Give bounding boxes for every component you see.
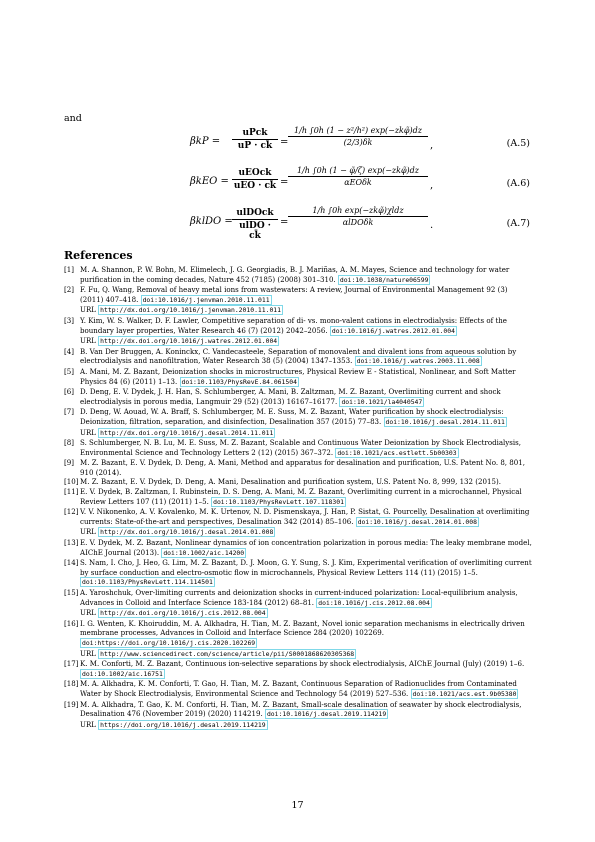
reference-text: B. Van Der Bruggen, A. Koninckx, C. Vandecasteele, Separation of monovalent and divalent ions from aqueous solution by electrodialysis and nanofiltration, Water Research 38 (5) (2004) 1347–1353. <box>80 346 517 366</box>
reference-index: [13] <box>64 538 79 548</box>
reference-item <box>64 659 532 679</box>
reference-index: [10] <box>64 477 79 487</box>
reference-text: M. Z. Bazant, E. V. Dydek, D. Deng, A. Mani, Method and apparatus for desalination and purification, U.S. Patent No. 8, 801, 910 (2014). <box>80 458 525 477</box>
reference-item <box>64 477 532 487</box>
reference-item <box>64 588 532 619</box>
doi-link[interactable]: doi:10.1016/j.watres.2003.11.008 <box>356 357 480 366</box>
reference-index: [7] <box>64 407 74 417</box>
lead-word: and <box>64 113 82 124</box>
reference-item <box>64 487 532 507</box>
reference-index: [2] <box>64 285 74 295</box>
reference-item <box>64 407 532 438</box>
equals-sign: = <box>280 177 289 188</box>
doi-link[interactable]: doi:10.1021/acs.estlett.5b00303 <box>337 448 457 457</box>
url-prefix: URL <box>80 305 99 315</box>
url-prefix: URL <box>80 719 99 729</box>
equation <box>150 166 530 204</box>
doi-link[interactable]: doi:10.1021/la4040547 <box>341 397 423 406</box>
reference-text: I. G. Wenten, K. Khoiruddin, M. A. Alkhadra, H. Tian, M. Z. Bazant, Novel ionic separation mechanisms in electrically driven membrane processes, Advances in Colloid and Interface Science 284 (2020) 102269. <box>80 618 525 638</box>
reference-item <box>64 387 532 407</box>
url-prefix: URL <box>80 427 99 437</box>
doi-link[interactable]: doi:10.1021/acs.est.9b05380 <box>412 689 517 698</box>
reference-index: [1] <box>64 265 74 274</box>
url-link[interactable]: http://dx.doi.org/10.1016/j.jenvman.2010.11.011 <box>100 306 282 315</box>
reference-item <box>64 507 532 538</box>
reference-item <box>64 558 532 588</box>
doi-link[interactable]: doi:10.1103/PhysRevLett.107.118301 <box>213 497 344 506</box>
doi-link[interactable]: doi:10.1016/j.desal.2014.01.008 <box>357 517 477 526</box>
url-link[interactable]: http://dx.doi.org/10.1016/j.desal.2014.01.008 <box>100 528 274 537</box>
reference-item <box>64 458 532 477</box>
reference-index: [4] <box>64 346 74 356</box>
reference-text: D. Deng, E. V. Dydek, J. H. Han, S. Schlumberger, A. Mani, B. Zaltzman, M. Z. Bazant, Overlimiting current and shock electrodialysis in porous media, Langmuir 29 (52) (2013) 16167–16177. <box>80 387 501 406</box>
reference-index: [16] <box>64 618 79 628</box>
reference-text: M. A. Alkhadra, T. Gao, K. M. Conforti, H. Tian, M. Z. Bazant, Small-scale desalination of seawater by shock electrodialysis, Desalination 476 (November 2019) (2020) 114219. <box>80 699 522 719</box>
reference-index: [18] <box>64 679 79 689</box>
page-number: 17 <box>291 800 304 811</box>
reference-text: M. A. Alkhadra, K. M. Conforti, T. Gao, H. Tian, M. Z. Bazant, Continuous Separation of Radionuclides from Contaminated Water by Shock Electrodialysis, Environmental Science and Technology 54 (2019) 527–536. <box>80 679 517 698</box>
reference-text: F. Fu, Q. Wang, Removal of heavy metal ions from wastewaters: A review, Journal of Environmental Management 92 (3) (2011) 407–418. <box>80 285 508 304</box>
reference-item <box>64 316 532 347</box>
doi-link[interactable]: doi:10.1038/nature06599 <box>339 275 429 284</box>
reference-text: S. Schlumberger, N. B. Lu, M. E. Suss, M. Z. Bazant, Scalable and Continuous Water Deionization by Shock Electrodialysis, Environmental Science and Technology Letters 2 (12) (2015) 367–372. <box>80 438 522 457</box>
equation-punctuation: , <box>430 180 434 191</box>
doi-link[interactable]: doi:10.1103/PhysRevLett.114.114501 <box>82 578 213 587</box>
references-list <box>64 265 532 730</box>
doi-link[interactable]: doi:https://doi.org/10.1016/j.cis.2020.102269 <box>82 638 256 647</box>
equation <box>150 126 530 164</box>
equation-fraction-2: 1/h ∫0h (1 − φ̃/ζ) exp(−zkφ̃)dz αEOδk <box>288 166 428 187</box>
url-link[interactable]: http://www.sciencedirect.com/science/article/pii/S0001868620305368 <box>100 649 355 658</box>
reference-text: M. A. Shannon, P. W. Bohn, M. Elimelech, J. G. Georgiadis, B. J. Mariñas, A. M. Mayes, Science and technology for water purification in the coming decades, Nature 452 (7185) (2008) 301–310. <box>80 265 510 284</box>
equals-sign: = <box>280 217 289 228</box>
reference-index: [6] <box>64 387 74 397</box>
reference-text: A. Yaroshchuk, Over-limiting currents and deionization shocks in current-induced polarization: Local-equilibrium analysis, Advances in Colloid and Interface Science 183-184 (2012) 68–81. <box>80 588 518 607</box>
equation <box>150 206 530 244</box>
reference-item <box>64 285 532 316</box>
url-prefix: URL <box>80 336 99 346</box>
url-prefix: URL <box>80 608 99 618</box>
reference-index: [15] <box>64 588 79 597</box>
doi-link[interactable]: doi:10.1016/j.jenvman.2010.11.011 <box>142 295 270 304</box>
reference-text: S. Nam, I. Cho, J. Heo, G. Lim, M. Z. Bazant, D. J. Moon, G. Y. Sung, S. J. Kim, Experimental verification of overlimiting current by surface conduction and electro-osmotic flow in microchannels, Physical Review Letters 114 (11) (2015) 1–5. <box>80 558 532 577</box>
doi-link[interactable]: doi:10.1002/aic.16751 <box>82 669 163 678</box>
equation-lhs: βklDO = <box>190 216 233 227</box>
reference-index: [17] <box>64 659 79 669</box>
reference-item <box>64 700 532 731</box>
reference-index: [9] <box>64 458 74 468</box>
equation-fraction-2: 1/h ∫0h exp(−zkφ̃)χldz αlDOδk <box>288 206 428 227</box>
equation-label: (A.7) <box>506 218 530 229</box>
reference-item <box>64 367 532 387</box>
reference-text: Y. Kim, W. S. Walker, D. F. Lawler, Competitive separation of di- vs. mono-valent cations in electrodialysis: Effects of the boundary layer properties, Water Research 46 (7) (2012) 2042–2056. <box>80 315 507 335</box>
references-heading: References <box>64 249 133 262</box>
reference-text: V. V. Nikonenko, A. V. Kovalenko, M. K. Urtenov, N. D. Pismenskaya, J. Han, P. Sistat, G. Pourcelly, Desalination at overlimiting currents: State-of-the-art and perspectives, Desalination 342 (2014) 85–106. <box>80 507 530 526</box>
reference-item <box>64 265 532 285</box>
url-link[interactable]: http://dx.doi.org/10.1016/j.cis.2012.08.004 <box>100 609 266 618</box>
equation-label: (A.5) <box>506 138 530 149</box>
equation-lhs: βkEO = <box>190 176 229 187</box>
equation-fraction-1: ulDOck ulDO · ck̄ <box>232 208 278 241</box>
reference-item <box>64 347 532 367</box>
doi-link[interactable]: doi:10.1002/aic.14200 <box>163 548 245 557</box>
url-link[interactable]: http://dx.doi.org/10.1016/j.watres.2012.01.004 <box>100 337 278 346</box>
reference-text: E. V. Dydek, B. Zaltzman, I. Rubinstein, D. S. Deng, A. Mani, M. Z. Bazant, Overlimiting current in a microchannel, Physical Review Letters 107 (11) (2011) 1–5. <box>80 487 522 506</box>
url-prefix: URL <box>80 527 99 537</box>
reference-index: [11] <box>64 487 79 497</box>
reference-index: [5] <box>64 366 74 376</box>
reference-text: K. M. Conforti, M. Z. Bazant, Continuous ion-selective separations by shock electrodialysis, AIChE Journal (July) (2019) 1–6. <box>80 659 525 669</box>
reference-index: [12] <box>64 507 79 517</box>
reference-item <box>64 438 532 458</box>
equation-fraction-1: uPck uP · ck̄ <box>232 128 278 151</box>
equals-sign: = <box>280 137 289 148</box>
doi-link[interactable]: doi:10.1016/j.desal.2019.114219 <box>266 710 387 719</box>
reference-index: [8] <box>64 438 74 448</box>
equation-fraction-2: 1/h ∫0h (1 − z²/h²) exp(−zkφ̃)dz (2/3)δk <box>288 126 428 147</box>
reference-item <box>64 679 532 699</box>
equation-fraction-1: uEOck uEO · ck̄ <box>233 168 277 191</box>
equation-lhs: βkP = <box>190 136 221 147</box>
reference-index: [3] <box>64 315 74 325</box>
reference-text: M. Z. Bazant, E. V. Dydek, D. Deng, A. Mani, Desalination and purification system, U.S. Patent No. 8, 999, 132 (2015). <box>80 477 501 487</box>
doi-link[interactable]: doi:10.1103/PhysRevE.84.061504 <box>181 377 297 386</box>
url-link[interactable]: https://doi.org/10.1016/j.desal.2019.114219 <box>100 720 266 729</box>
doi-link[interactable]: doi:10.1016/j.watres.2012.01.004 <box>331 326 455 335</box>
reference-text: A. Mani, M. Z. Bazant, Deionization shocks in microstructures, Physical Review E - Statistical, Nonlinear, and Soft Matter Physics 84 (6) (2011) 1–13. <box>80 366 516 386</box>
reference-index: [19] <box>64 699 79 709</box>
doi-link[interactable]: doi:10.1016/j.cis.2012.08.004 <box>318 598 430 607</box>
reference-item <box>64 538 532 558</box>
equation-label: (A.6) <box>506 178 530 189</box>
reference-item <box>64 619 532 659</box>
url-link[interactable]: http://dx.doi.org/10.1016/j.desal.2014.11.011 <box>100 428 274 437</box>
reference-index: [14] <box>64 558 79 568</box>
reference-text: D. Deng, W. Aouad, W. A. Braff, S. Schlumberger, M. E. Suss, M. Z. Bazant, Water purification by shock electrodialysis: Deionization, filtration, separation, and disinfection, Desalination 357 (2015) 77–83. <box>80 407 504 426</box>
equation-punctuation: . <box>430 220 434 231</box>
doi-link[interactable]: doi:10.1016/j.desal.2014.11.011 <box>385 417 505 426</box>
reference-text: E. V. Dydek, M. Z. Bazant, Nonlinear dynamics of ion concentration polarization in porous media: The leaky membrane model, AIChE Journal (2013). <box>80 538 532 557</box>
equation-punctuation: , <box>430 140 434 151</box>
url-prefix: URL <box>80 648 99 658</box>
